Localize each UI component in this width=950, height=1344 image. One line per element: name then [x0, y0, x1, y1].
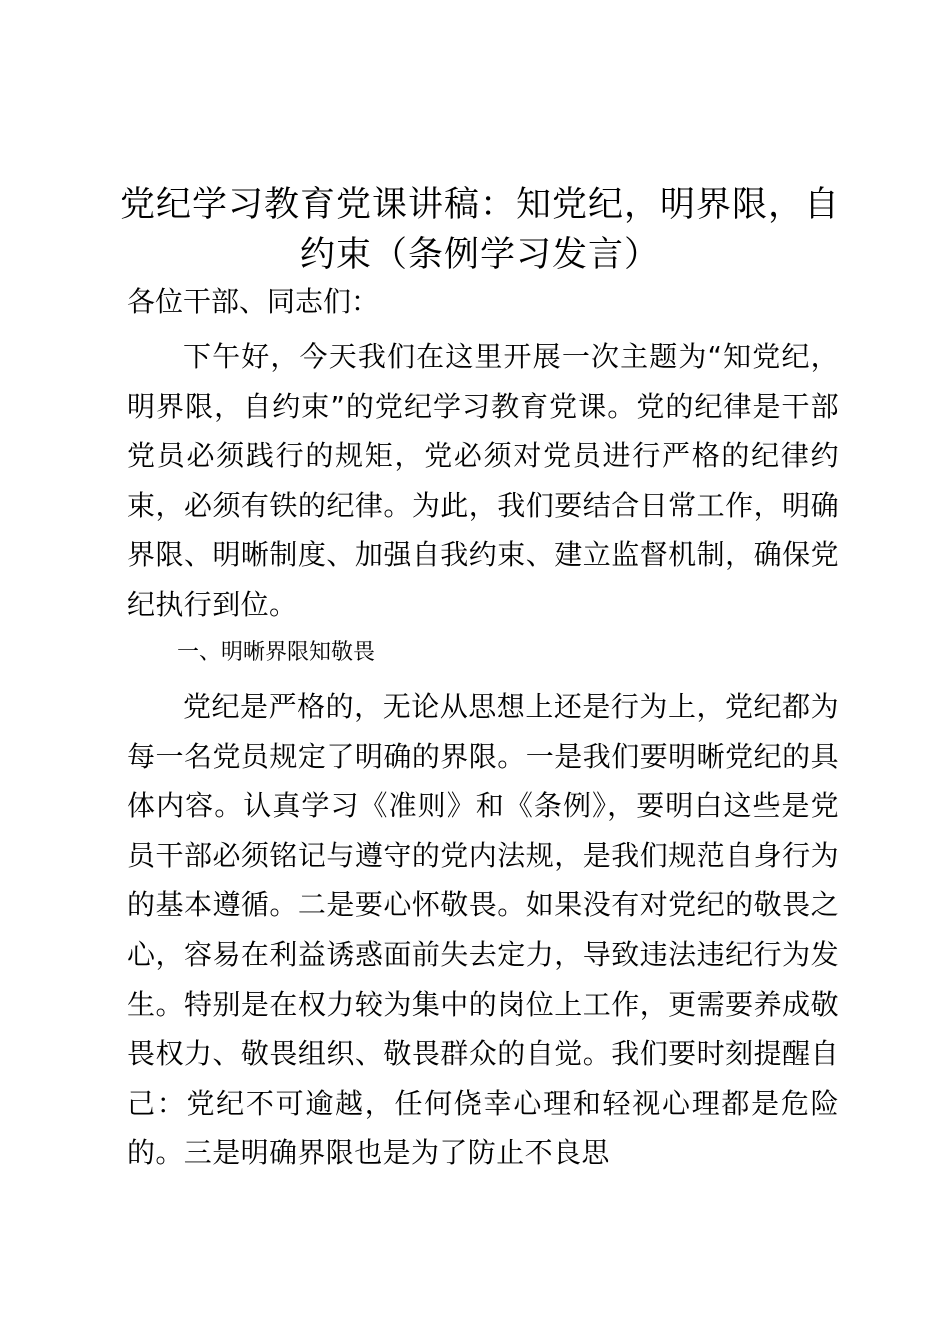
document-title: 党纪学习教育党课讲稿：知党纪，明界限，自约束（条例学习发言）	[119, 185, 840, 275]
section-heading: 一、明晰界限知敬畏	[177, 640, 376, 665]
intro-paragraph: 下午好，今天我们在这里开展一次主题为“知党纪，明界限，自约束”的党纪学习教育党课。党的纪律是干部党员必须践行的规矩，党必须对党员进行严格的纪律约束，必须有铁的纪律。为此，我们要结合日常工作，明确界限、明晰制度、加强自我约束、建立监督机制，确保党纪执行到位。	[127, 340, 839, 621]
section-paragraph: 党纪是严格的，无论从思想上还是行为上，党纪都为每一名党员规定了明确的界限。一是我们要明晰党纪的具体内容。认真学习《准则》和《条例》，要明白这些是党员干部必须铭记与遵守的党内法规，是我们规范自身行为的基本遵循。二是要心怀敬畏。如果没有对党纪的敬畏之心，容易在利益诱惑面前失去定力，导致违法违纪行为发生。特别是在权力较为集中的岗位上工作，更需要养成敬畏权力、敬畏组织、敬畏群众的自觉。我们要时刻提醒自己：党纪不可逾越，任何侥幸心理和轻视心理都是危险的。三是明确界限也是为了防止不良思	[127, 690, 839, 1170]
salutation: 各位干部、同志们：	[127, 285, 380, 318]
